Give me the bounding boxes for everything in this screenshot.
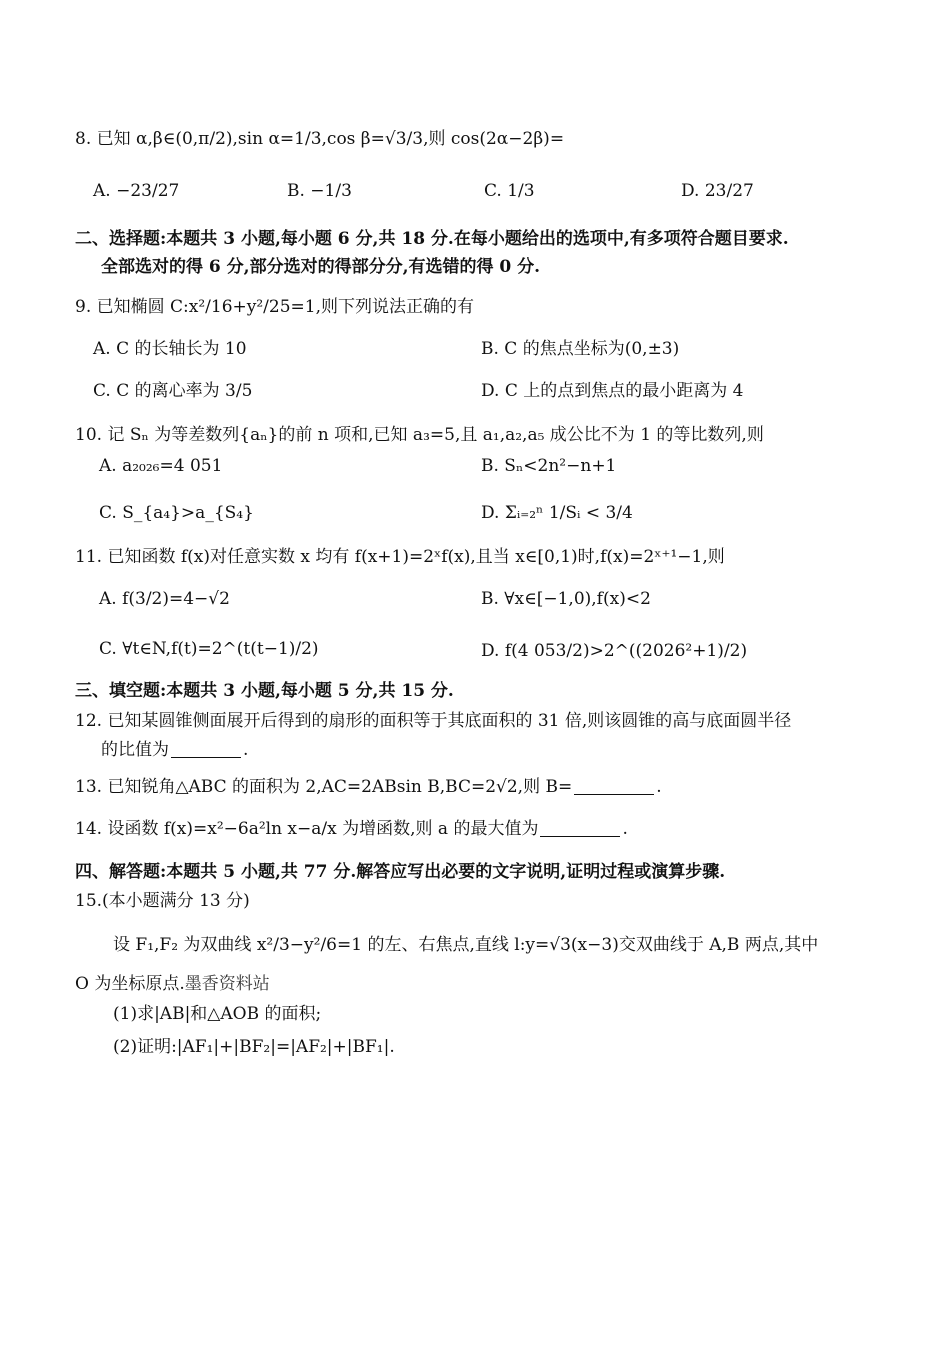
q11-option-b: B. ∀x∈[−1,0),f(x)<2	[481, 589, 651, 609]
q10-stem: 10. 记 Sₙ 为等差数列{aₙ}的前 n 项和,已知 a₃=5,且 a₁,a₂,a₅ 成公比不为 1 的等比数列,则	[75, 425, 764, 445]
section2-heading: 二、选择题:本题共 3 小题,每小题 6 分,共 18 分.在每小题给出的选项中,有多项符合题目要求.	[75, 229, 789, 249]
q14-text: 14. 设函数 f(x)=x²−6a²ln x−a/x 为增函数,则 a 的最大值为	[75, 819, 539, 839]
q11-option-a: A. f(3/2)=4−√2	[99, 589, 230, 609]
q14-period: .	[622, 819, 628, 839]
q14-answer-blank	[540, 820, 620, 837]
q15-part1: (1)求|AB|和△AOB 的面积;	[113, 1004, 322, 1024]
q10-option-c: C. S_{a₄}>a_{S₄}	[99, 503, 254, 523]
q8-option-d: D. 23/27	[681, 181, 754, 201]
q11-option-d: D. f(4 053/2)>2^((2026²+1)/2)	[481, 641, 748, 661]
q12-line2-text: 的比值为	[101, 740, 169, 760]
watermark-text: 墨香资料站	[184, 974, 270, 994]
q9-option-c: C. C 的离心率为 3/5	[93, 381, 253, 401]
q8-option-c: C. 1/3	[484, 181, 535, 201]
q13-line	[75, 776, 662, 798]
q11-stem: 11. 已知函数 f(x)对任意实数 x 均有 f(x+1)=2ˣf(x),且当 x∈[0,1)时,f(x)=2ˣ⁺¹−1,则	[75, 547, 725, 567]
q15-line2	[75, 973, 270, 995]
section3-heading: 三、填空题:本题共 3 小题,每小题 5 分,共 15 分.	[75, 681, 454, 701]
q9-stem: 9. 已知椭圆 C:x²/16+y²/25=1,则下列说法正确的有	[75, 297, 475, 317]
q10-option-d: D. Σᵢ₌₂ⁿ 1/Sᵢ < 3/4	[481, 503, 633, 523]
q14-line	[75, 818, 628, 840]
q8-option-a: A. −23/27	[93, 181, 180, 201]
q9-option-d: D. C 上的点到焦点的最小距离为 4	[481, 381, 744, 401]
q10-option-b: B. Sₙ<2n²−n+1	[481, 456, 617, 476]
q8-stem: 8. 已知 α,β∈(0,π/2),sin α=1/3,cos β=√3/3,则 cos(2α−2β)=	[75, 129, 565, 149]
q8-option-b: B. −1/3	[287, 181, 352, 201]
q11-option-c: C. ∀t∈N,f(t)=2^(t(t−1)/2)	[99, 639, 319, 659]
q12-line1: 12. 已知某圆锥侧面展开后得到的扇形的面积等于其底面积的 31 倍,则该圆锥的高与底面圆半径	[75, 711, 792, 731]
q13-answer-blank	[574, 778, 654, 795]
q15-line1: 设 F₁,F₂ 为双曲线 x²/3−y²/6=1 的左、右焦点,直线 l:y=√3(x−3)交双曲线于 A,B 两点,其中	[113, 935, 819, 955]
q9-option-a: A. C 的长轴长为 10	[93, 339, 247, 359]
q9-option-b: B. C 的焦点坐标为(0,±3)	[481, 339, 680, 359]
q10-option-a: A. a₂₀₂₆=4 051	[99, 456, 223, 476]
q13-period: .	[656, 777, 662, 797]
q12-line2	[101, 739, 248, 761]
q12-period: .	[243, 740, 249, 760]
q15-part2: (2)证明:|AF₁|+|BF₂|=|AF₂|+|BF₁|.	[113, 1037, 395, 1057]
q13-text: 13. 已知锐角△ABC 的面积为 2,AC=2ABsin B,BC=2√2,则 B=	[75, 777, 573, 797]
q12-answer-blank	[171, 741, 241, 758]
section2-note: 全部选对的得 6 分,部分选对的得部分分,有选错的得 0 分.	[101, 257, 541, 277]
q15-header: 15.(本小题满分 13 分)	[75, 891, 250, 911]
q15-line2-text: O 为坐标原点.	[75, 974, 185, 994]
section4-heading: 四、解答题:本题共 5 小题,共 77 分.解答应写出必要的文字说明,证明过程或演算步骤.	[75, 862, 726, 882]
